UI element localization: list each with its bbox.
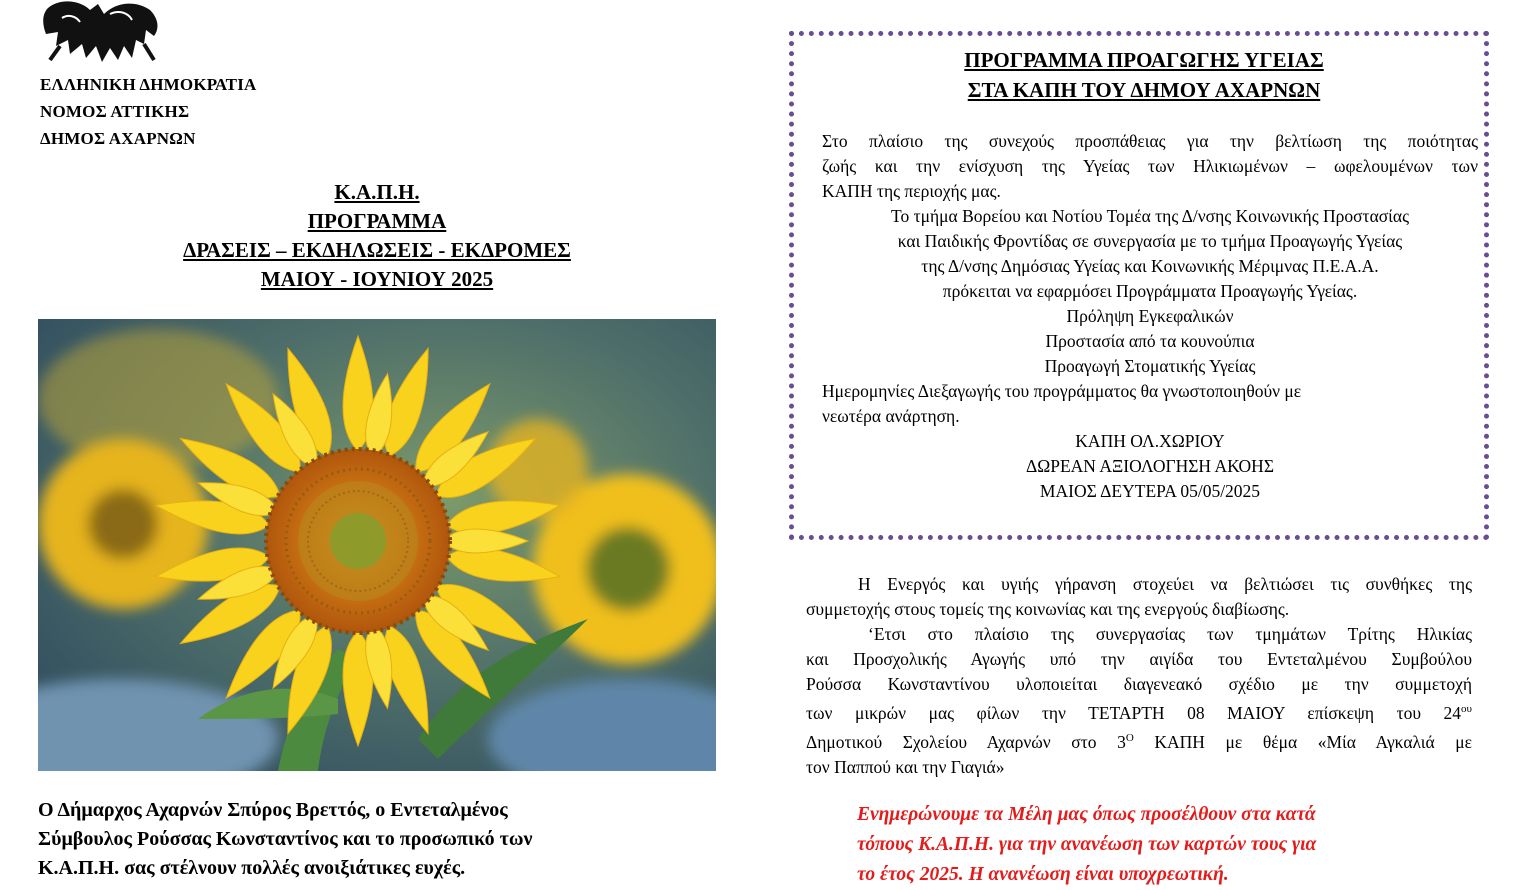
health-partnership-line: της Δ/νσης Δημόσιας Υγείας και Κοινωνικής Μέριμνας Π.Ε.Α.Α. bbox=[921, 256, 1379, 276]
paragraph-line: συμμετοχής στους τομείς της κοινωνίας και της ενεργούς διαβίωσης. bbox=[806, 599, 1290, 619]
event-name: ΔΩΡΕΑΝ ΑΞΙΟΛΟΓΗΣΗ ΑΚΟΗΣ bbox=[1025, 456, 1275, 476]
notice-line: Ενημερώνουμε τα Μέλη μας όπως προσέλθουν στα κατά bbox=[857, 804, 1316, 825]
health-dates-line: Ημερομηνίες Διεξαγωγής του προγράμματος θα γνωστοποιηθούν με bbox=[822, 381, 1302, 401]
mayor-greeting bbox=[38, 796, 728, 883]
program-title-period: ΜΑΙΟΥ - ΙΟΥΝΙΟΥ 2025 bbox=[260, 267, 494, 291]
card-renewal-notice bbox=[857, 800, 1472, 890]
ordinal-superscript: ου bbox=[1461, 703, 1472, 715]
paragraph-line bbox=[806, 697, 1472, 726]
health-promotion-box bbox=[789, 31, 1489, 540]
sunflower-photo bbox=[38, 319, 716, 771]
health-dates-line: νεωτέρα ανάρτηση. bbox=[822, 406, 960, 426]
paragraph-line: τον Παππού και την Γιαγιά» bbox=[806, 756, 1005, 777]
authority-line-municipality: ΔΗΜΟΣ ΑΧΑΡΝΩΝ bbox=[40, 129, 196, 148]
greeting-line: Σύμβουλος Ρούσσας Κωνσταντίνος και το προσωπικό των bbox=[38, 828, 533, 850]
health-partnership-line: πρόκειται να εφαρμόσει Προγράμματα Προαγωγής Υγείας. bbox=[942, 281, 1358, 301]
greeting-line: Κ.Α.Π.Η. σας στέλνουν πολλές ανοιξιάτικες ευχές. bbox=[38, 857, 466, 879]
program-title-kapi: Κ.Α.Π.Η. bbox=[334, 180, 420, 204]
intergenerational-paragraph bbox=[806, 572, 1472, 780]
event-date: ΜΑΙΟΣ ΔΕΥΤΕΡΑ 05/05/2025 bbox=[1039, 481, 1261, 501]
health-box-title: ΠΡΟΓΡΑΜΜΑ ΠΡΟΑΓΩΓΗΣ ΥΓΕΙΑΣ bbox=[964, 48, 1324, 72]
authority-line-prefecture: ΝΟΜΟΣ ΑΤΤΙΚΗΣ bbox=[40, 102, 190, 121]
greeting-line: Ο Δήμαρχος Αχαρνών Σπύρος Βρεττός, ο Εντεταλμένος bbox=[38, 799, 508, 821]
paragraph-text: Δημοτικού Σχολείου Αχαρνών στο 3 bbox=[806, 731, 1126, 752]
notice-line: τόπους Κ.Α.Π.Η. για την ανανέωση των καρτών τους για bbox=[857, 834, 1317, 855]
health-partnership-line: Το τμήμα Βορείου και Νοτίου Τομέα της Δ/νσης Κοινωνικής Προστασίας bbox=[891, 206, 1409, 226]
health-intro-line: Στο πλαίσιο της συνεχούς προσπάθειας για την βελτίωση της ποιότητας bbox=[822, 131, 1478, 151]
notice-line: το έτος 2025. Η ανανέωση είναι υποχρεωτική. bbox=[857, 864, 1229, 885]
authority-line-country: ΕΛΛΗΝΙΚΗ ΔΗΜΟΚΡΑΤΙΑ bbox=[40, 75, 257, 94]
health-intro-line: ζωής και την ενίσχυση της Υγείας των Ηλικιωμένων – ωφελουμένων των bbox=[822, 156, 1478, 176]
ordinal-superscript: Ο bbox=[1125, 731, 1134, 744]
paragraph-line: Η Ενεργός και υγιής γήρανση στοχεύει να βελτιώσει τις συνθήκες της bbox=[858, 574, 1472, 594]
health-partnership-line: και Παιδικής Φροντίδας σε συνεργασία με το τμήμα Προαγωγής Υγείας bbox=[897, 231, 1403, 251]
paragraph-text: των μικρών μας φίλων την ΤΕΤΑΡΤΗ 08 ΜΑΙΟΥ επίσκεψη του 24 bbox=[806, 702, 1462, 723]
event-place: ΚΑΠΗ ΟΛ.ΧΩΡΙΟΥ bbox=[1075, 431, 1225, 451]
program-title-activities: ΔΡΑΣΕΙΣ – ΕΚΔΗΛΩΣΕΙΣ - ΕΚΔΡΟΜΕΣ bbox=[183, 238, 571, 262]
health-program-item: Προστασία από τα κουνούπια bbox=[1045, 331, 1255, 351]
municipality-emblem-icon bbox=[40, 0, 164, 66]
health-program-item: Προαγωγή Στοματικής Υγείας bbox=[1044, 356, 1256, 376]
paragraph-line bbox=[806, 726, 1472, 755]
health-intro-line: ΚΑΠΗ της περιοχής μας. bbox=[822, 181, 1001, 201]
paragraph-line: και Προσχολικής Αγωγής υπό την αιγίδα του Εντεταλμένου Συμβούλου bbox=[806, 649, 1472, 669]
paragraph-line: ‘Ετσι στο πλαίσιο της συνεργασίας των τμημάτων Τρίτης Ηλικίας bbox=[868, 624, 1472, 644]
paragraph-line: Ρούσσα Κωνσταντίνου υλοποιείται διαγενεακό σχέδιο με την συμμετοχή bbox=[806, 674, 1472, 694]
health-program-item: Πρόληψη Εγκεφαλικών bbox=[1066, 306, 1234, 326]
paragraph-text: ΚΑΠΗ με θέμα «Μία Αγκαλιά με bbox=[1133, 731, 1472, 752]
program-title-program: ΠΡΟΓΡΑΜΜΑ bbox=[307, 209, 447, 233]
health-box-subtitle: ΣΤΑ ΚΑΠΗ ΤΟΥ ΔΗΜΟΥ ΑΧΑΡΝΩΝ bbox=[967, 78, 1321, 102]
